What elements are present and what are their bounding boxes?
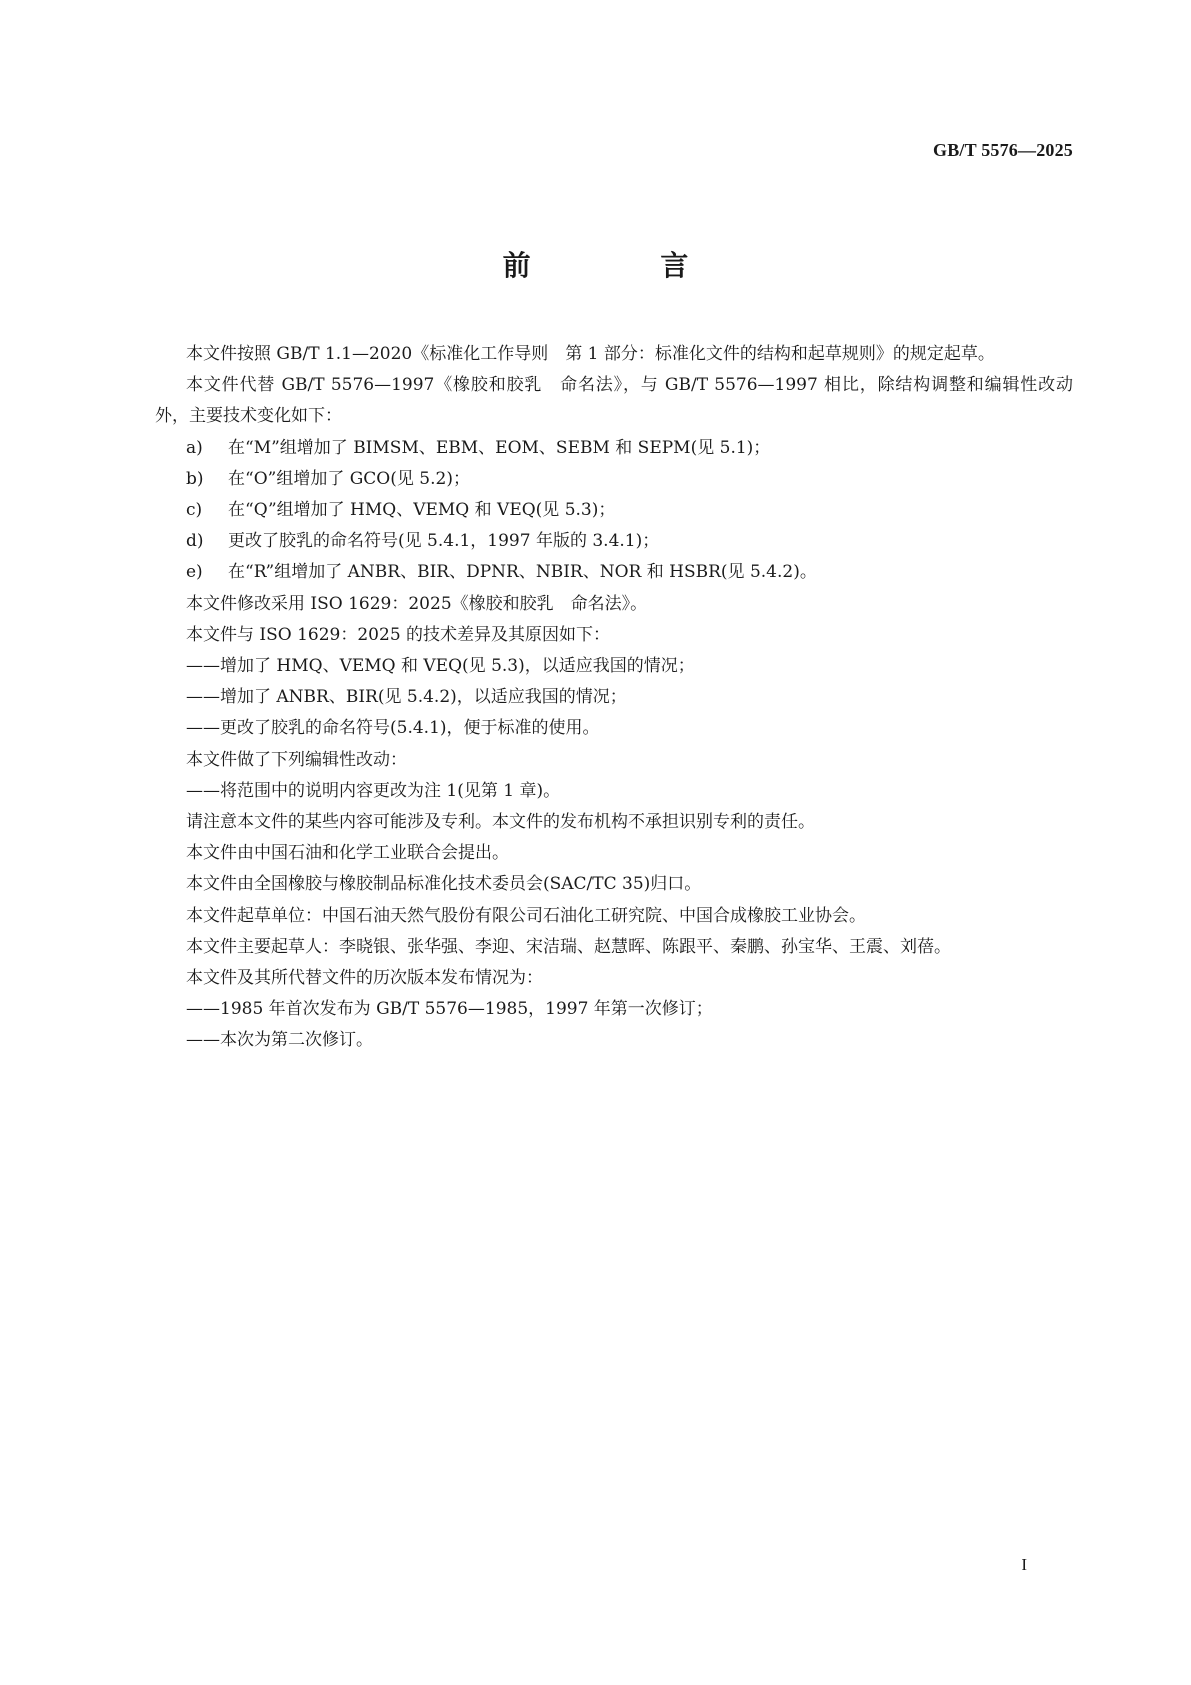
- paragraph-replaces: 本文件代替 GB/T 5576—1997《橡胶和胶乳 命名法》，与 GB/T 5576—1997 相比，除结构调整和编辑性改动外，主要技术变化如下：: [155, 375, 1073, 427]
- list-item: ——增加了 ANBR、BIR(见 5.4.2)，以适应我国的情况；: [186, 687, 627, 708]
- paragraph-iso-adoption: 本文件修改采用 ISO 1629：2025《橡胶和胶乳 命名法》。: [186, 593, 648, 614]
- paragraph-history-intro: 本文件及其所代替文件的历次版本发布情况为：: [186, 968, 543, 989]
- foreword-body: [155, 339, 1073, 1057]
- list-item-text: 更改了胶乳的命名符号(见 5.4.1，1997 年版的 3.4.1)；: [228, 531, 660, 552]
- list-item: [155, 433, 1073, 464]
- list-marker: b): [186, 468, 204, 489]
- list-item: [155, 464, 1073, 495]
- page-number: I: [1021, 1555, 1027, 1574]
- list-item-text: 在“Q”组增加了 HMQ、VEMQ 和 VEQ(见 5.3)；: [228, 500, 616, 521]
- paragraph-drafting-units: 本文件起草单位：中国石油天然气股份有限公司石油化工研究院、中国合成橡胶工业协会。: [186, 905, 866, 926]
- list-item-text: 在“O”组增加了 GCO(见 5.2)；: [228, 468, 470, 489]
- paragraph-differences-intro: 本文件与 ISO 1629：2025 的技术差异及其原因如下：: [186, 624, 611, 645]
- document-code: GB/T 5576—2025: [933, 140, 1073, 160]
- paragraph-patent-notice: 请注意本文件的某些内容可能涉及专利。本文件的发布机构不承担识别专利的责任。: [186, 812, 815, 833]
- editorial-list: [155, 776, 1073, 807]
- paragraph-drafters: 本文件主要起草人：李晓银、张华强、李迎、宋洁瑞、赵慧晖、陈跟平、秦鹏、孙宝华、王震、刘蓓。: [186, 936, 951, 957]
- list-item-text: 在“M”组增加了 BIMSM、EBM、EOM、SEBM 和 SEPM(见 5.1)；: [228, 437, 771, 458]
- list-item: ——更改了胶乳的命名符号(5.4.1)，便于标准的使用。: [186, 718, 600, 739]
- paragraph-technical-committee: 本文件由全国橡胶与橡胶制品标准化技术委员会(SAC/TC 35)归口。: [186, 874, 702, 895]
- list-marker: c): [186, 500, 203, 521]
- list-item-text: 在“R”组增加了 ANBR、BIR、DPNR、NBIR、NOR 和 HSBR(见 5.4.2)。: [228, 562, 817, 583]
- list-item: ——将范围中的说明内容更改为注 1(见第 1 章)。: [186, 780, 561, 801]
- list-marker: a): [186, 437, 203, 458]
- page-title: 前 言: [502, 249, 749, 282]
- paragraph-editorial-intro: 本文件做了下列编辑性改动：: [186, 749, 407, 770]
- technical-changes-list: [155, 433, 1073, 589]
- list-item: ——1985 年首次发布为 GB/T 5576—1985，1997 年第一次修订；: [186, 999, 713, 1020]
- history-list: [155, 994, 1073, 1056]
- list-item: ——本次为第二次修订。: [186, 1030, 373, 1051]
- list-item: [155, 557, 1073, 588]
- list-item: ——增加了 HMQ、VEMQ 和 VEQ(见 5.3)，以适应我国的情况；: [186, 656, 695, 677]
- list-marker: d): [186, 531, 204, 552]
- paragraph-drafting-rules: 本文件按照 GB/T 1.1—2020《标准化工作导则 第 1 部分：标准化文件的结构和起草规则》的规定起草。: [186, 344, 995, 364]
- list-item: [155, 495, 1073, 526]
- differences-list: [155, 651, 1073, 745]
- list-item: [155, 526, 1073, 557]
- list-marker: e): [186, 562, 203, 583]
- paragraph-proposed-by: 本文件由中国石油和化学工业联合会提出。: [186, 843, 509, 864]
